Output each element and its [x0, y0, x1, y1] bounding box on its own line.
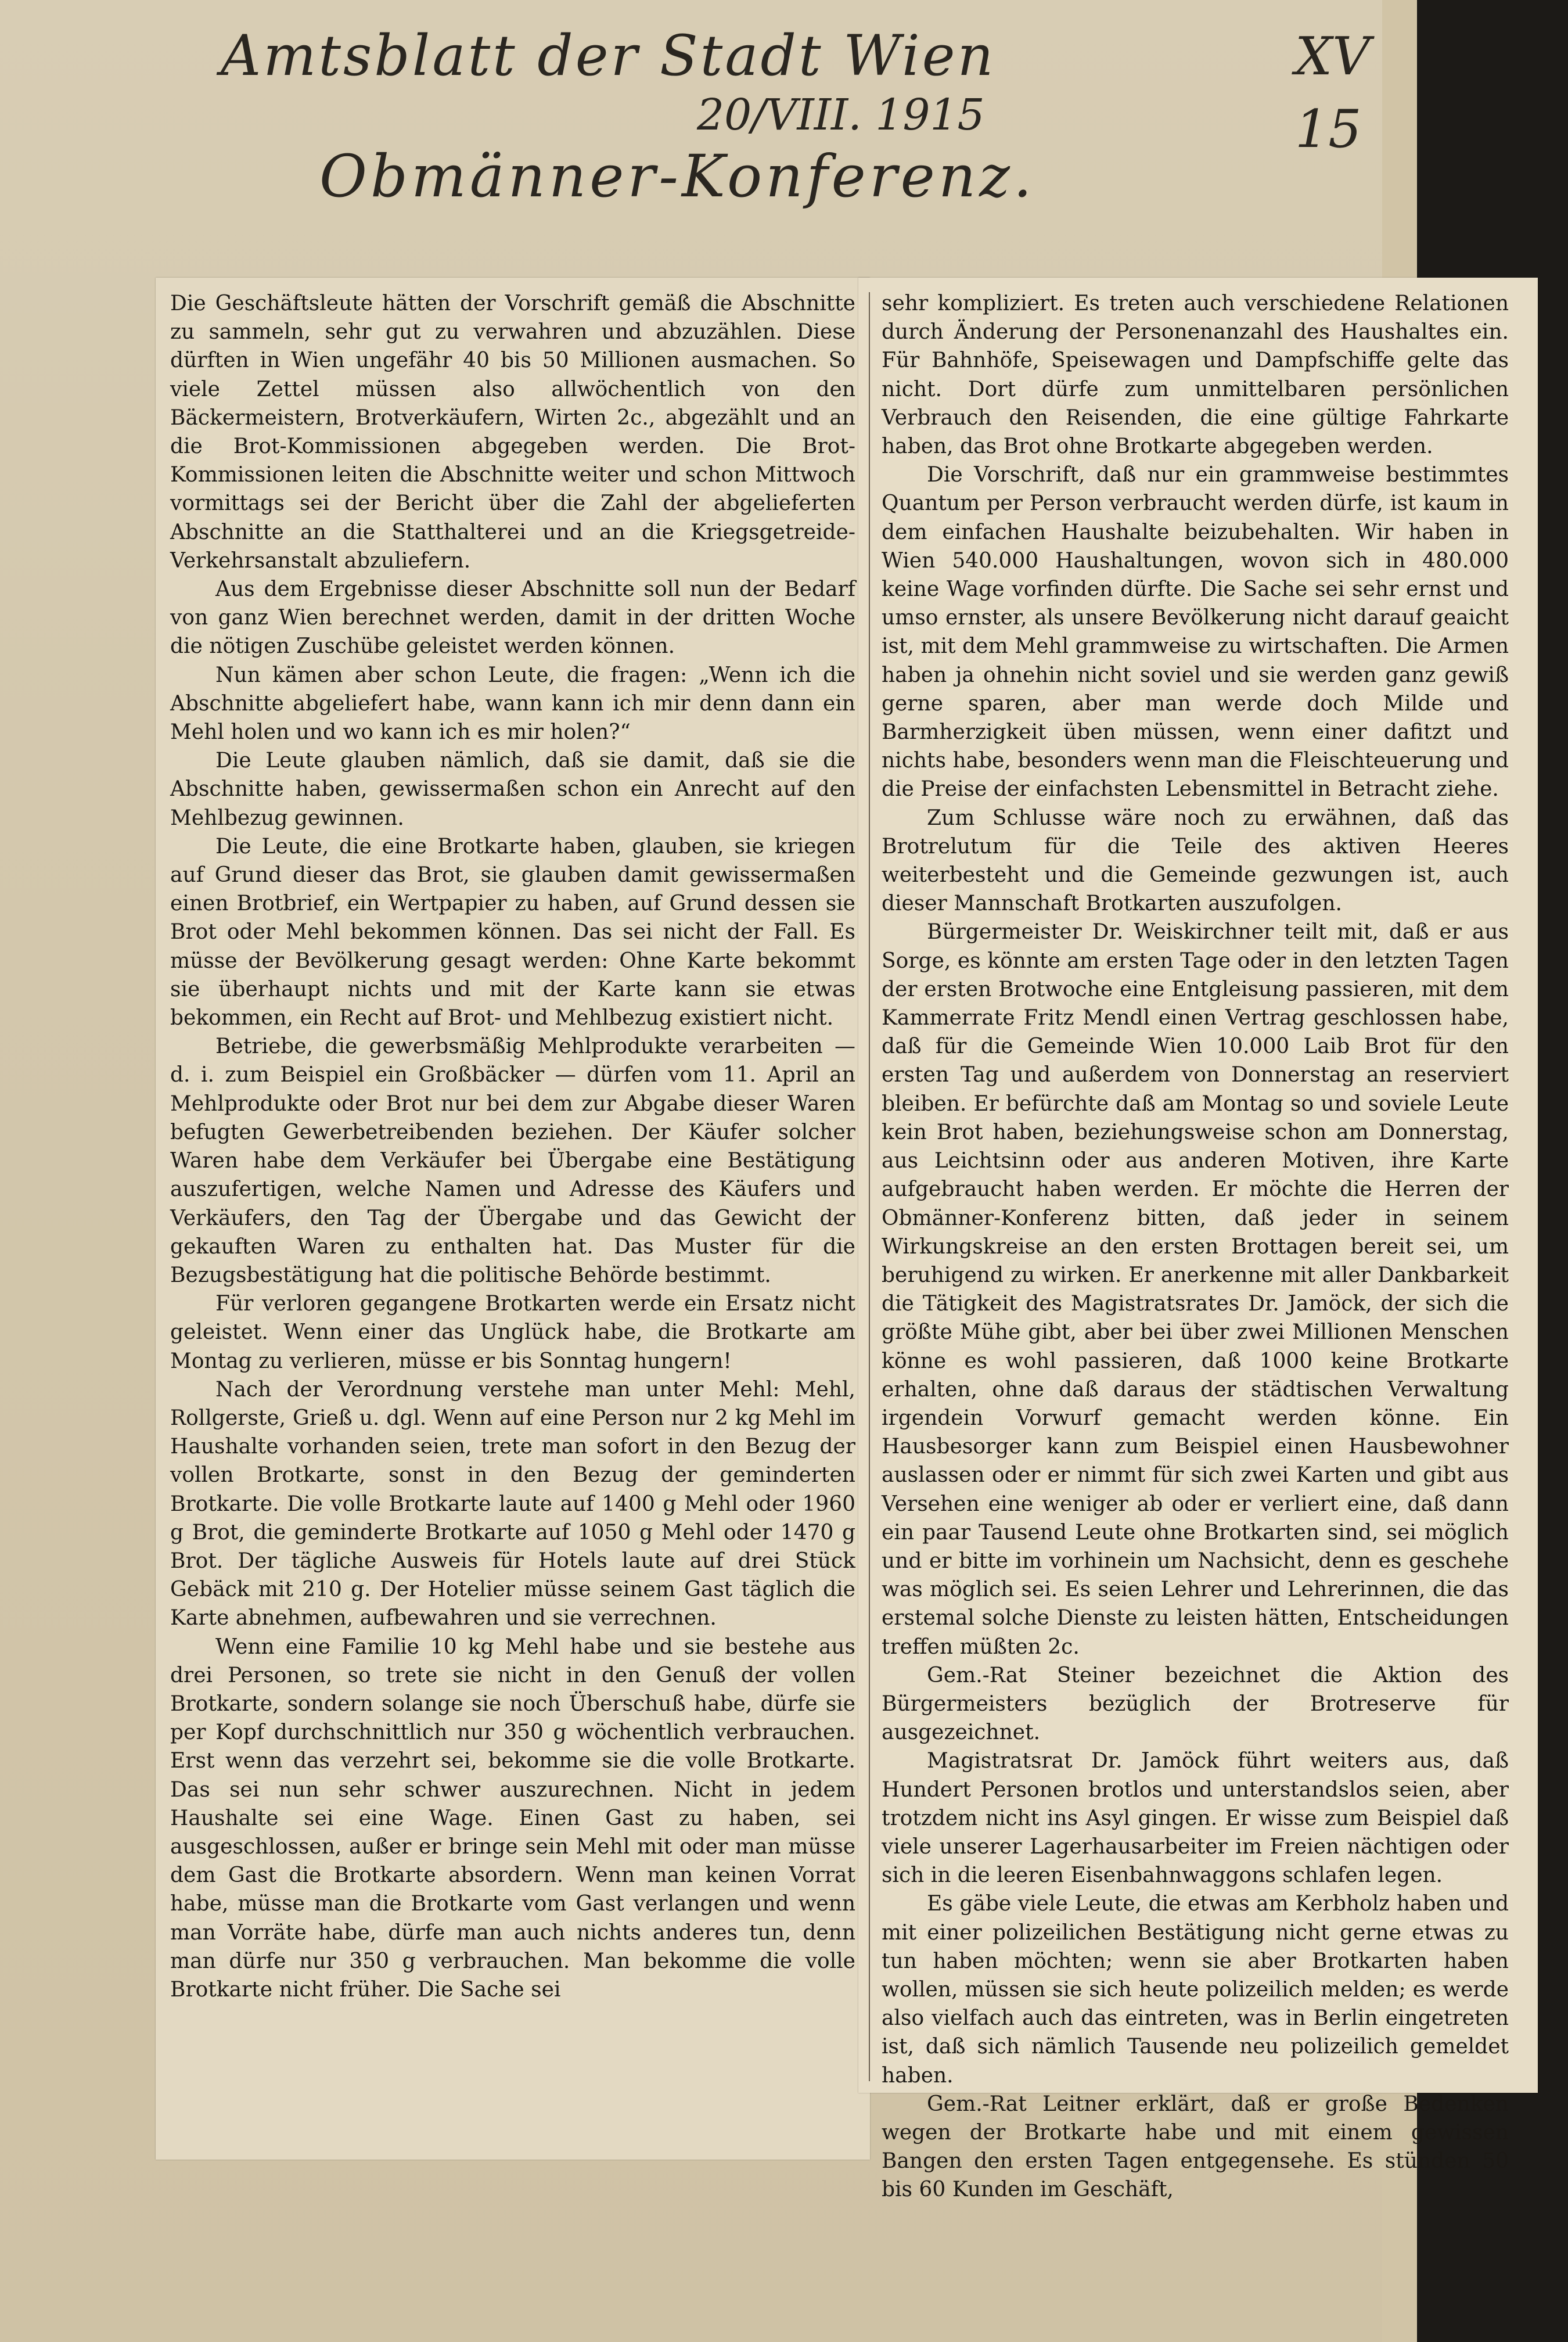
column-rule: [869, 292, 870, 2081]
paragraph: Gem.-Rat Steiner bezeichnet die Aktion des Bürgermeisters bezüglich der Brotreserve für ausgezeichnet.: [882, 1663, 1509, 1745]
paragraph: Nun kämen aber schon Leute, die fragen: „Wenn ich die Abschnitte abgeliefert habe, wann kann ich mir denn dann ein Mehl holen und wo kann ich es mir holen?“: [170, 663, 855, 745]
newspaper-clipping: [156, 278, 1538, 2264]
paragraph: Nach der Verordnung verstehe man unter Mehl: Mehl, Rollgerste, Grieß u. dgl. Wenn auf eine Person nur 2 kg Mehl im Haushalte vorhanden seien, trete man sofort in den Bezug der vollen Brotkarte, sonst in den Bezug der geminderten Brotkarte. Die volle Brotkarte laute auf 1400 g Mehl oder 1960 g Brot, die geminderte Brotkarte auf 1050 g Mehl oder 1470 g Brot. Der tägliche Ausweis für Hotels laute auf drei Stück Gebäck mit 210 g. Der Hotelier müsse seinem Gast täglich die Karte abnehmen, aufbewahren und sie verrechnen.: [170, 1377, 855, 1630]
paragraph: Für verloren gegangene Brotkarten werde ein Ersatz nicht geleistet. Wenn einer das Unglück habe, die Brotkarte am Montag zu verlieren, müsse er bis Sonntag hungern!: [170, 1292, 855, 1373]
handwritten-date: 20/VIII. 1915: [697, 90, 985, 140]
paragraph: Zum Schlusse wäre noch zu erwähnen, daß das Brotrelutum für die Teile des aktiven Heeres weiterbesteht und die Gemeinde gezwungen ist, auch dieser Mannschaft Brotkarten auszufolgen.: [882, 806, 1509, 916]
right-text-column: [882, 289, 1509, 2204]
handwritten-title: Obmänner-Konferenz.: [319, 142, 1035, 210]
handwritten-header: [174, 12, 1405, 232]
paragraph: sehr kompliziert. Es treten auch verschiedene Relationen durch Änderung der Personenanzahl des Haushaltes ein. Für Bahnhöfe, Speisewagen und Dampfschiffe gelte das nicht. Dort dürfe zum unmittelbaren persönlichen Verbrauch den Reisenden, die eine gültige Fahrkarte haben, das Brot ohne Brotkarte abgegeben werden.: [882, 292, 1509, 459]
paragraph: Magistratsrat Dr. Jamöck führt weiters aus, daß Hundert Personen brotlos und unterstandslos seien, aber trotzdem nicht ins Asyl gingen. Er wisse zum Beispiel daß viele unserer Lagerhausarbeiter im Freien nächtigen oder sich in die leeren Eisenbahnwaggons schlafen legen.: [882, 1749, 1509, 1888]
paragraph: Bürgermeister Dr. Weiskirchner teilt mit, daß er aus Sorge, es könnte am ersten Tage oder in den letzten Tagen der ersten Brotwoche eine Entgleisung passieren, mit dem Kammerrate Fritz Mendl einen Vertrag geschlossen habe, daß für die Gemeinde Wien 10.000 Laib Brot für den ersten Tag und außerdem von Donnerstag an reserviert bleiben. Er befürchte daß am Montag so und soviele Leute kein Brot haben, beziehungsweise schon am Donnerstag, aus Leichtsinn oder aus anderen Motiven, ihre Karte aufgebraucht haben werden. Er möchte die Herren der Obmänner-Konferenz bitten, daß jeder in seinem Wirkungskreise an den ersten Brottagen bereit sei, um beruhigend zu wirken. Er anerkenne mit aller Dankbarkeit die Tätigkeit des Magistratsrates Dr. Jamöck, der sich die größte Mühe gibt, aber bei über zwei Millionen Menschen könne es wohl passieren, daß 1000 keine Brotkarte erhalten, ohne daß daraus der städtischen Verwaltung irgendein Vorwurf gemacht werden könne. Ein Hausbesorger kann zum Beispiel einen Hausbewohner auslassen oder er nimmt für sich zwei Karten und gibt aus Versehen eine weniger ab oder er verliert eine, daß dann ein paar Tausend Leute ohne Brotkarten sind, sei möglich und er bitte im vorhinein um Nachsicht, denn es geschehe was möglich sei. Es seien Lehrer und Lehrerinnen, die das erstemal solche Dienste zu leisten hätten, Entscheidungen treffen müßten 2c.: [882, 920, 1509, 1659]
paragraph: Betriebe, die gewerbsmäßig Mehlprodukte verarbeiten — d. i. zum Beispiel ein Großbäcker — dürfen vom 11. April an Mehlprodukte oder Brot nur bei dem zur Abgabe dieser Waren befugten Gewerbetreibenden beziehen. Der Käufer solcher Waren habe dem Verkäufer bei Übergabe eine Bestätigung auszufertigen, welche Namen und Adresse des Käufers und Verkäufers, den Tag der Übergabe und das Gewicht der gekauften Waren zu enthalten hat. Das Muster für die Bezugsbestätigung hat die politische Behörde bestimmt.: [170, 1034, 855, 1287]
paragraph: Es gäbe viele Leute, die etwas am Kerbholz haben und mit einer polizeilichen Bestätigung nicht gerne etwas zu tun haben möchten; wenn sie aber Brotkarten haben wollen, müssen sie sich heute polizeilich melden; es werde also vielfach auch das eintreten, was in Berlin eingetreten ist, daß sich nämlich Tausende neu polizeilich gemeldet haben.: [882, 1892, 1509, 2088]
paragraph: Die Leute, die eine Brotkarte haben, glauben, sie kriegen auf Grund dieser das Brot, sie glauben damit gewissermaßen einen Brotbrief, ein Wertpapier zu haben, auf Grund dessen sie Brot oder Mehl bekommen können. Das sei nicht der Fall. Es müsse der Bevölkerung gesagt werden: Ohne Karte bekommt sie überhaupt nichts und mit der Karte kann sie etwas bekommen, ein Recht auf Brot- und Mehlbezug existiert nicht.: [170, 834, 855, 1030]
paragraph: Wenn eine Familie 10 kg Mehl habe und sie bestehe aus drei Personen, so trete sie nicht in den Genuß der vollen Brotkarte, sondern solange sie noch Überschuß habe, dürfe sie per Kopf durchschnittlich nur 350 g wöchentlich verbrauchen. Erst wenn das verzehrt sei, bekomme sie die volle Brotkarte. Das sei nun sehr schwer auszurechnen. Nicht in jedem Haushalte sei eine Wage. Einen Gast zu haben, sei ausgeschlossen, außer er bringe sein Mehl mit oder man müsse dem Gast die Brotkarte absordern. Wenn man keinen Vorrat habe, müsse man die Brotkarte vom Gast verlangen und wenn man Vorräte habe, dürfe man auch nichts anderes tun, denn man dürfe nur 350 g verbrauchen. Man bekomme die volle Brotkarte nicht früher. Die Sache sei: [170, 1635, 855, 2002]
handwritten-roman-mark: XV: [1295, 26, 1371, 87]
paragraph: Aus dem Ergebnisse dieser Abschnitte soll nun der Bedarf von ganz Wien berechnet werden, damit in der dritten Woche die nötigen Zuschübe geleistet werden können.: [170, 577, 855, 659]
paragraph: Gem.-Rat Leitner erklärt, daß er große Bedenken wegen der Brotkarte habe und mit einem gewissen Bangen den ersten Tagen entgegensehe. Es stünden 50 bis 60 Kunden im Geschäft,: [882, 2092, 1509, 2202]
handwritten-source: Amtsblatt der Stadt Wien: [221, 23, 996, 88]
paragraph: Die Vorschrift, daß nur ein grammweise bestimmtes Quantum per Person verbraucht werden dürfe, ist kaum in dem einfachen Haushalte beizubehalten. Wir haben in Wien 540.000 Haushaltungen, wovon sich in 480.000 keine Wage vorfinden dürfte. Die Sache sei sehr ernst und umso ernster, als unsere Bevölkerung nicht darauf geaicht ist, mit dem Mehl grammweise zu wirtschaften. Die Armen haben ja ohnehin nicht soviel und sie werden ganz gewiß gerne sparen, aber man werde doch Milde und Barmherzigkeit üben müssen, wenn einer dafitzt und nichts habe, besonders wenn man die Fleischteuerung und die Preise der einfachsten Lebensmittel in Betracht ziehe.: [882, 463, 1509, 802]
paragraph: Die Leute glauben nämlich, daß sie damit, daß sie die Abschnitte haben, gewissermaßen schon ein Anrecht auf den Mehlbezug gewinnen.: [170, 749, 855, 830]
handwritten-number-mark: 15: [1295, 99, 1362, 160]
paragraph: Die Geschäftsleute hätten der Vorschrift gemäß die Abschnitte zu sammeln, sehr gut zu verwahren und abzuzählen. Diese dürften in Wien ungefähr 40 bis 50 Millionen ausmachen. So viele Zettel müssen also allwöchentlich von den Bäckermeistern, Brotverkäufern, Wirten 2c., abgezählt und an die Brot-Kommissionen abgegeben werden. Die Brot-Kommissionen leiten die Abschnitte weiter und schon Mittwoch vormittags sei der Bericht über die Zahl der abgelieferten Abschnitte an die Statthalterei und an die Kriegsgetreide-Verkehrsanstalt abzuliefern.: [170, 292, 855, 573]
left-text-column: [170, 289, 855, 2004]
